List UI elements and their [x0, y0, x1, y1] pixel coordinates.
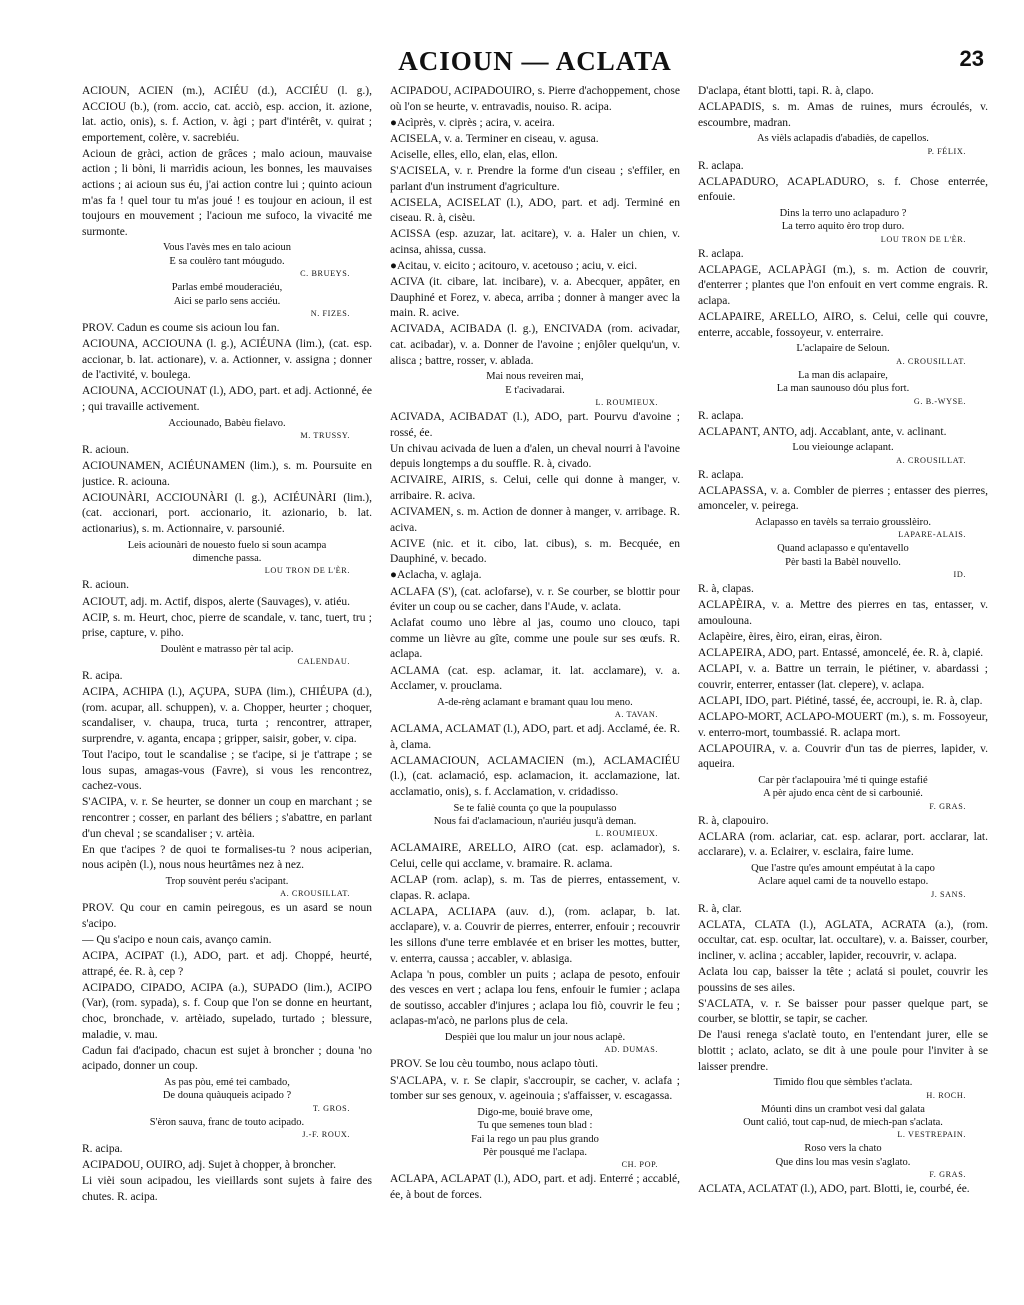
- quotation-author: P. FÉLIX.: [927, 146, 966, 156]
- dictionary-entry: ACLAPAIRE, ARELLO, AIRO, s. Celui, celle qui couvre, enterre, accable, fossoyeur, v. enterraire.: [698, 311, 988, 339]
- quotation: Aclapasso en tavèls sa terraio grousslèiro.: [754, 516, 932, 528]
- quotation: Que l'astre qu'es amount empéutat à la capo Aclare aquel cami de ta nouvello estapo.: [751, 862, 935, 888]
- quotation-author: G. B.-WYSE.: [913, 396, 966, 406]
- dictionary-entry: Acioun de gràci, action de grâces ; malo acioun, mauvaise action ; li bòni, li marrìdis acioun, les bonnes, les mauvaises actions ; ai acioun sus éu, j'ai action contre lui ; quinto acioun m'as fa ! quel tour tu m'as joué ! es toujour en acioun, il est toujours en mouvement ; l'acioun me sufoco, la vivacité me surmonte.: [82, 147, 372, 238]
- dictionary-entry: ACLAPA, ACLAPAT (l.), ADO, part. et adj. Enterré ; accablé, ée, à bout de forces.: [390, 1173, 680, 1201]
- dictionary-entry: ACLARA (rom. aclariar, cat. esp. aclarar, port. acclarar, lat. acclarare), v. a. Eclairer, v. esclaira, faire lume.: [698, 830, 988, 859]
- quotation-author: A. CROUSILLAT.: [280, 889, 350, 899]
- dictionary-entry: ACIOUN, ACIEN (m.), ACIÉU (d.), ACCIÉU (l. g.), ACCIOU (b.), (rom. accio, cat. acciò, esp. accion, it. azione, lat. actio, onis), s. f. Action, v. àgi ; part d'intérêt, v. quirat ; emportement, colère, v. sacrebiéu.: [82, 85, 372, 144]
- dictionary-entry: ACIOUNÀRI, ACCIOUNÀRI (l. g.), ACIÉUNÀRI (lim.), (cat. accionari, port. accionario, it. azionario, b. lat. actionarius), s. m. Actionnaire, v. parsounié.: [82, 491, 372, 535]
- quotation-author: J.-F. ROUX.: [302, 1130, 350, 1140]
- quotation: L'aclapaire de Seloun.: [796, 343, 890, 355]
- dictionary-entry: R. aclapa.: [698, 468, 744, 481]
- dictionary-entry: Un chivau acivada de luen a d'alen, un cheval nourri à l'avoine depuis longtemps a du souffle. R. à, civado.: [390, 442, 680, 471]
- quotation-author: LOU TRON DE L'ÈR.: [264, 566, 350, 576]
- quotation: Acciounado, Babèu fielavo.: [168, 417, 286, 429]
- quotation-author: AD. DUMAS.: [604, 1045, 658, 1055]
- dictionary-entry: ACIVAIRE, AIRIS, s. Celui, celle qui donne à manger, v. arribaire. R. aciva.: [390, 474, 680, 502]
- quotation-author: L. VESTREPAIN.: [897, 1130, 966, 1140]
- dictionary-entry: Li vièi soun acipadou, les vieillards sont sujets à faire des chutes. R. acipa.: [82, 1175, 372, 1203]
- dictionary-entry: Aciselle, elles, ello, elan, elas, ellon.: [390, 148, 558, 161]
- dictionary-entry: ACLAPO-MORT, ACLAPO-MOUERT (m.), s. m. Fossoyeur, v. enterro-mort, toumbassié. R. aclapa mort.: [698, 710, 988, 739]
- dictionary-entry: ACISELA, ACISELAT (l.), ADO, part. et adj. Terminé en ciseau. R. à, cisèu.: [390, 196, 680, 225]
- dictionary-entry: ACIP, s. m. Heurt, choc, pierre de scandale, v. tanc, tuert, tru ; prise, capture, v. piho.: [82, 611, 372, 640]
- dictionary-entry: ACIPA, ACIPAT (l.), ADO, part. et adj. Choppé, heurté, attrapé, ée. R. à, cep ?: [82, 950, 372, 978]
- dictionary-entry: ●Acitau, v. eicito ; acitouro, v. acetouso ; aciu, v. eici.: [390, 260, 638, 273]
- page-number: 23: [959, 46, 984, 71]
- dictionary-entry: R. aclapa.: [698, 409, 744, 422]
- column-left: [82, 84, 372, 1206]
- quotation-author: A. CROUSILLAT.: [896, 356, 966, 366]
- quotation: S'èron sauva, franc de touto acipado.: [149, 1116, 305, 1128]
- dictionary-entry: R. acipa.: [82, 670, 123, 683]
- dictionary-entry: ACLAPI, IDO, part. Piétiné, tassé, ée, accroupi, ie. R. à, clap.: [698, 694, 983, 707]
- dictionary-entry: ACLAPAGE, ACLAPÀGI (m.), s. m. Action de couvrir, d'enterrer ; plantes que l'on enfouit en vert comme engrais. R. aclapa.: [698, 263, 988, 308]
- quotation: Doulènt e matrasso pèr tal acip.: [160, 643, 294, 655]
- quotation: Dins la terro uno aclapaduro ? La terro aquito èro trop duro.: [779, 207, 907, 233]
- dictionary-entry: ACLATA, ACLATAT (l.), ADO, part. Blotti, ie, courbé, ée.: [698, 1183, 970, 1196]
- quotation-author: C. BRUEYS.: [300, 269, 350, 279]
- quotation-author: F. GRAS.: [929, 801, 966, 811]
- quotation-author: L. ROUMIEUX.: [595, 398, 658, 407]
- dictionary-entry: ACLAP (rom. aclap), s. m. Tas de pierres, entassement, v. clapas. R. aclapa.: [390, 874, 680, 902]
- dictionary-entry: Aclapèire, èires, èiro, eiran, eiras, èiron.: [698, 630, 883, 643]
- quotation-author: CALENDAU.: [297, 657, 350, 667]
- dictionary-entry: Tout l'acipo, tout le scandalise ; se t'acipe, si je t'attrape ; se lous supas, amagas-vous (Favre), si vous les rencontrez, cachez-vous.: [82, 749, 372, 793]
- quotation: Digo-me, bouié brave ome, Tu que semenes toun blad : Fai la rego un pau plus grando Pèr pousqué me l'aclapa.: [471, 1106, 599, 1158]
- dictionary-entry: ACIOUNAMEN, ACIÉUNAMEN (lim.), s. m. Poursuite en justice. R. aciouna.: [82, 460, 372, 488]
- column-middle: [390, 84, 680, 1206]
- quotation-author: H. ROCH.: [926, 1090, 966, 1100]
- dictionary-entry: ACLAPEIRA, ADO, part. Entassé, amoncelé, ée. R. à, clapié.: [698, 647, 984, 660]
- running-head: [82, 44, 988, 84]
- running-title: ACIOUN — ACLATA: [398, 46, 672, 76]
- quotation: Despièi que lou malur un jour nous aclapè.: [444, 1032, 626, 1043]
- dictionary-entry: ACLAPA, ACLIAPA (auv. d.), (rom. aclapar, b. lat. acclapare), v. a. Couvrir de pierres, enterrer, enfouir ; recouvrir les sillons d'une terre emblavée et en briser les mottes, butter, v. enterra, caussa ; accabler, v. ablasiga.: [390, 905, 680, 965]
- dictionary-entry: ACLATA, CLATA (l.), AGLATA, ACRATA (a.), (rom. occultar, cat. esp. ocultar, lat. occultare), v. a. Baisser, courber, incliner, v. aclina ; accabler, lapider, recouvrir, v. aclapa.: [698, 918, 988, 962]
- quotation: Quand aclapasso e qu'entavello Pèr basti la Babèl nouvello.: [777, 543, 909, 568]
- dictionary-entry: S'ACLAPA, v. r. Se clapir, s'accroupir, se cacher, v. aclafa ; tomber sur ses genoux, v. ageinouia ; s'affaisser, v. escagassa.: [390, 1074, 680, 1103]
- dictionary-entry: — Qu s'acipo e noun cais, avanço camin.: [82, 934, 272, 946]
- dictionary-entry: PROV. Se lou cèu toumbo, nous aclapo tòuti.: [390, 1058, 599, 1071]
- dictionary-entry: ACIVAMEN, s. m. Action de donner à manger, v. arribage. R. aciva.: [390, 506, 680, 534]
- dictionary-entry: S'ACLATA, v. r. Se baisser pour passer quelque part, se courber, se blottir, se tapir, se cacher.: [698, 997, 988, 1026]
- dictionary-entry: Cadun fai d'acipado, chacun est sujet à broncher ; douna 'no acipado, donner un coup.: [82, 1044, 372, 1073]
- dictionary-entry: ACIPA, ACHIPA (l.), AÇUPA, SUPA (lim.), CHIÉUPA (d.), (rom. acupar, all. schuppen), v. a. Chopper, heurter ; choquer, scandaliser, v. chaupa, truca, turta ; rencontrer, attraper, surprendre, v. aganta, encapa ; gripper, saisir, gober, v. cipa.: [82, 686, 372, 746]
- dictionary-entry: De l'ausi renega s'aclatè touto, en l'entendant jurer, elle se blottit ; aclato, aclato, se dit à une poule pour l'inviter à se laisser prendre.: [698, 1029, 988, 1073]
- quotation: Lou vieiounge aclapant.: [792, 442, 894, 454]
- quotation-author: A. CROUSILLAT.: [896, 455, 966, 465]
- dictionary-entry: ACLAFA (S'), (cat. aclofarse), v. r. Se courber, se blottir pour éviter un coup ou se cacher, dans l'Aude, v. aclata.: [390, 585, 680, 614]
- quotation: Car pèr t'aclapouira 'mé ti quinge estafié A pèr ajudo enca cènt de si carbounié.: [758, 774, 928, 800]
- quotation-author: L. ROUMIEUX.: [595, 829, 658, 839]
- text-columns: [82, 84, 988, 1206]
- dictionary-entry: R. à, clapouiro.: [698, 814, 769, 827]
- quotation: Roso vers la chato Que dins lou mas vesin s'aglato.: [775, 1143, 911, 1168]
- quotation-author: ID.: [953, 570, 966, 580]
- dictionary-entry: ACLAPI, v. a. Battre un terrain, le piétiner, v. abardassi ; couvrir, enterrer, entasser (lat. clepere), v. aclapa.: [698, 663, 988, 691]
- dictionary-entry: ACLAPADURO, ACAPLADURO, s. f. Chose enterrée, enfouie.: [698, 175, 988, 204]
- dictionary-entry: R. aclapa.: [698, 159, 744, 172]
- dictionary-entry: ACLAPADIS, s. m. Amas de ruines, murs écroulés, v. escoumbre, madran.: [698, 101, 988, 129]
- quotation-author: LOU TRON DE L'ÈR.: [880, 234, 966, 244]
- dictionary-entry: R. acipa.: [82, 1143, 123, 1156]
- dictionary-entry: ACLAMACIOUN, ACLAMACIEN (m.), ACLAMACIÉU (l.), (cat. aclamació, esp. aclamacion, it. acclamazione, lat. acclamatio, onis), s. f. Acclamation, v. cridadisso.: [390, 754, 680, 798]
- dictionary-entry: Aclafat coumo uno lèbre al jas, coumo uno clouco, tapi comme un lièvre au gîte, comme une poule sur ses œufs. R. aclapa.: [390, 617, 680, 661]
- quotation: Mai nous reveiren mai, E t'acivadarai.: [486, 371, 584, 396]
- dictionary-entry: ACIVE (nic. et it. cibo, lat. cibus), s. m. Becquée, en Dauphiné, v. becado.: [390, 537, 680, 566]
- dictionary-entry: R. acioun.: [82, 444, 129, 457]
- dictionary-entry: ACLAPOUIRA, v. a. Couvrir d'un tas de pierres, lapider, v. aqueira.: [698, 742, 988, 771]
- quotation: Móunti dins un crambot vesi dal galata Ount calió, tout cap-nud, de miech-pan s'aclata.: [743, 1103, 943, 1129]
- dictionary-entry: ACISSA (esp. azuzar, lat. acitare), v. a. Haler un chien, v. acinsa, ahissa, cussa.: [390, 228, 680, 256]
- dictionary-entry: ACLAMA (cat. esp. aclamar, it. lat. acclamare), v. a. Acclamer, v. prouclama.: [390, 664, 680, 693]
- quotation: A-de-rèng aclamant e bramant quau lou meno.: [437, 696, 633, 708]
- dictionary-entry: ACIPADO, CIPADO, ACIPA (a.), SUPADO (lim.), ACIPO (Var), (rom. sypada), s. f. Coup que l'on se donne en heurtant, choc, bronchade, v. artèiado, supelado, turtado ; blessure, maladie, v. mau.: [82, 981, 372, 1041]
- quotation: Vous l'avès mes en talo acioun E sa coulèro tant móugudo.: [163, 242, 291, 267]
- dictionary-entry: R. à, clapas.: [698, 583, 754, 596]
- dictionary-entry: S'ACISELA, v. r. Prendre la forme d'un ciseau ; s'effiler, en parlant d'un instrument d'agriculture.: [390, 164, 680, 193]
- quotation: Trop souvènt peréu s'acipant.: [165, 875, 289, 887]
- dictionary-entry: Aclata lou cap, baisser la tête ; aclatá si poulet, couvrir les poussins de ses ailes.: [698, 966, 988, 994]
- dictionary-entry: ACLAPÈIRA, v. a. Mettre des pierres en tas, entasser, v. amoulouna.: [698, 599, 988, 627]
- dictionary-entry: ACIVADA, ACIBADA (l. g.), ENCIVADA (rom. acivadar, cat. acibadar), v. a. Donner de l'avoine ; enjôler quelqu'un, v. alisca ; battre, rosser, v. ablada.: [390, 323, 680, 367]
- dictionary-entry: R. à, clar.: [698, 902, 742, 915]
- quotation: La man dis aclapaire, La man saunouso dóu plus fort.: [776, 369, 910, 395]
- dictionary-entry: PROV. Qu cour en camin peiregous, es un asard se noun s'acipo.: [82, 902, 372, 930]
- quotation-author: N. FIZES.: [310, 309, 350, 319]
- dictionary-entry: ACIPADOU, OUIRO, adj. Sujet à chopper, à broncher.: [82, 1159, 336, 1172]
- dictionary-entry: D'aclapa, étant blotti, tapi. R. à, clapo.: [698, 85, 874, 97]
- dictionary-entry: ACIOUNA, ACCIOUNA (l. g.), ACIÉUNA (lim.), (cat. esp. accionar, b. lat. actionare), v. a. Actionner, v. assigna ; donner de l'activité, v. boulega.: [82, 338, 372, 382]
- dictionary-entry: ACIPADOU, ACIPADOUIRO, s. Pierre d'achoppement, chose où l'on se heurte, v. entravadis, nouiso. R. acipa.: [390, 85, 680, 113]
- dictionary-entry: ACIOUNA, ACCIOUNAT (l.), ADO, part. et adj. Actionné, ée ; qui travaille activement.: [82, 385, 372, 414]
- dictionary-entry: ACIOUT, adj. m. Actif, dispos, alerte (Sauvages), v. atiéu.: [82, 595, 350, 608]
- quotation-author: LAPARE-ALAIS.: [898, 530, 966, 540]
- quotation-author: CH. POP.: [621, 1160, 658, 1170]
- dictionary-entry: S'ACIPA, v. r. Se heurter, se donner un coup en marchant ; se rencontrer ; cosser, en parlant des béliers ; s'abattre, en parlant d'un cheval ; se scandaliser ; v. artèia.: [82, 796, 372, 840]
- quotation: Parlas embé mouderaciéu, Aici se parlo sens acciéu.: [171, 282, 283, 307]
- quotation-author: T. GROS.: [312, 1103, 350, 1113]
- quotation-author: F. GRAS.: [929, 1170, 966, 1180]
- dictionary-entry: ACIVADA, ACIBADAT (l.), ADO, part. Pourvu d'avoine ; rossé, ée.: [390, 411, 680, 439]
- dictionary-entry: ACLAPASSA, v. a. Combler de pierres ; entasser des pierres, amonceler, v. peirega.: [698, 484, 988, 513]
- quotation: Timido flou que sèmbles t'aclata.: [773, 1077, 913, 1089]
- dictionary-entry: ●Aclacha, v. aglaja.: [390, 569, 482, 582]
- dictionary-entry: ACIVA (it. cibare, lat. incibare), v. a. Abecquer, appâter, en Dauphiné et Forez, v. abeca, arriba ; donner à manger avec la main. R. acive.: [390, 276, 680, 320]
- dictionary-entry: ACLAPANT, ANTO, adj. Accablant, ante, v. aclinant.: [698, 425, 947, 438]
- quotation: Se te faliè counta ço que la poupulasso Nous fai d'aclamacioun, n'auriéu jusqu'à deman.: [433, 802, 637, 827]
- dictionary-entry: Aclapa 'n pous, combler un puits ; aclapa de pesoto, enfouir des vesces en vert ; aclapa lou fens, enfouir le fumier ; aclapa de soutisso, accabler d'injures ; aclapa lou fiò, couvrir le feu ; aclapas-m'acò, ne parlons plus de cela.: [390, 968, 680, 1028]
- dictionary-entry: R. aclapa.: [698, 247, 744, 260]
- quotation-author: M. TRUSSY.: [300, 431, 350, 441]
- dictionary-entry: ACLAMA, ACLAMAT (l.), ADO, part. et adj. Acclamé, ée. R. à, clama.: [390, 723, 680, 751]
- dictionary-entry: ●Acìprès, v. ciprès ; acira, v. aceira.: [390, 116, 555, 129]
- quotation: Leis aciounàri de nouesto fuelo si soun acampa dimenche passa.: [127, 539, 327, 564]
- dictionary-entry: En que t'acipes ? de quoi te formalises-tu ? nous aciperian, nous acipèn (l.), nous nous heurtâmes nez à nez.: [82, 843, 372, 872]
- dictionary-entry: ACISELA, v. a. Terminer en ciseau, v. agusa.: [390, 132, 599, 145]
- quotation-author: A. TAVAN.: [614, 710, 658, 720]
- quotation-author: J. SANS.: [930, 889, 966, 899]
- quotation: As pas pòu, emé tei cambado, De douna quàuqueis acipado ?: [162, 1076, 292, 1102]
- dictionary-entry: ACLAMAIRE, ARELLO, AIRO (cat. esp. aclamador), s. Celui, celle qui acclame, v. bramaire. R. aclama.: [390, 842, 680, 870]
- column-right: [698, 84, 988, 1206]
- dictionary-entry: R. acioun.: [82, 579, 129, 592]
- dictionary-entry: PROV. Cadun es coume sis acioun lou fan.: [82, 322, 280, 335]
- quotation: As vièls aclapadis d'abadiès, de capellos.: [757, 133, 929, 145]
